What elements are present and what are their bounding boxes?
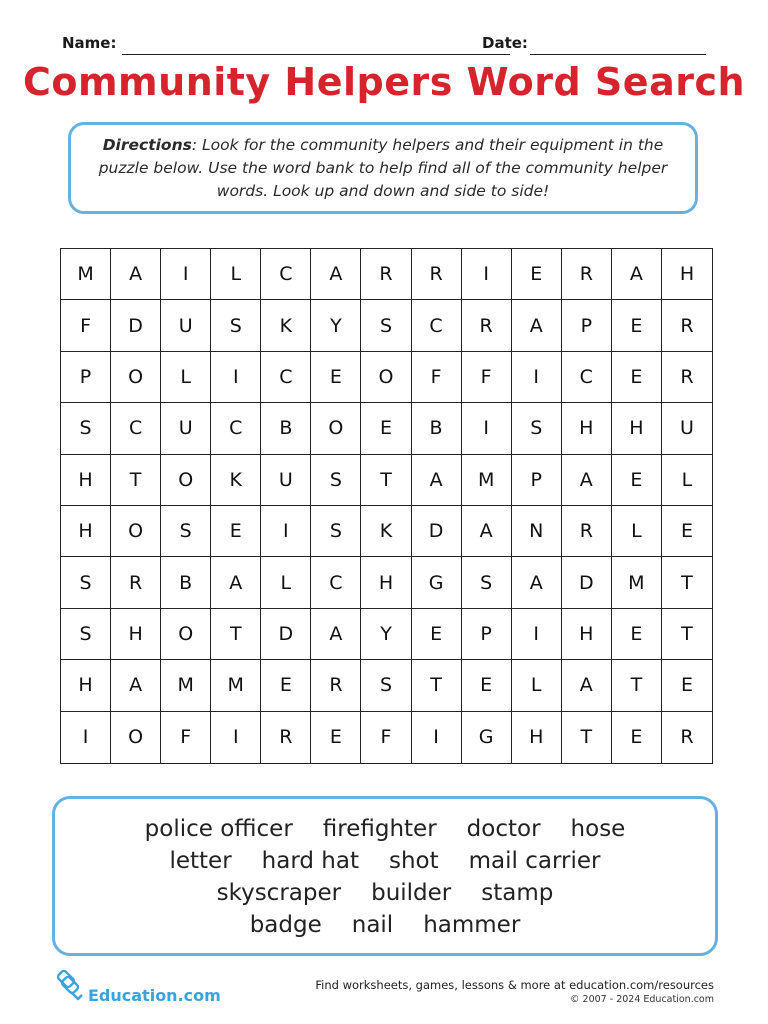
grid-cell: F — [161, 712, 211, 763]
grid-cell: R — [361, 249, 411, 300]
grid-cell: P — [512, 455, 562, 506]
grid-cell: O — [111, 352, 161, 403]
grid-cell: C — [111, 403, 161, 454]
grid-cell: F — [61, 300, 111, 351]
grid-cell: M — [61, 249, 111, 300]
grid-cell: N — [512, 506, 562, 557]
grid-cell: E — [311, 712, 361, 763]
grid-cell: R — [662, 300, 712, 351]
grid-cell: H — [61, 455, 111, 506]
grid-cell: I — [261, 506, 311, 557]
grid-cell: A — [462, 506, 512, 557]
grid-cell: S — [61, 557, 111, 608]
footer-copyright: © 2007 - 2024 Education.com — [570, 994, 714, 1005]
grid-cell: C — [412, 300, 462, 351]
grid-cell: P — [562, 300, 612, 351]
grid-cell: R — [311, 660, 361, 711]
grid-cell: B — [412, 403, 462, 454]
grid-cell: E — [412, 609, 462, 660]
grid-cell: L — [261, 557, 311, 608]
grid-cell: B — [261, 403, 311, 454]
grid-cell: S — [61, 403, 111, 454]
word-search-grid — [60, 248, 713, 764]
grid-cell: C — [311, 557, 361, 608]
grid-cell: L — [211, 249, 261, 300]
word-bank-word: stamp — [481, 880, 554, 906]
grid-cell: G — [412, 557, 462, 608]
grid-cell: U — [161, 300, 211, 351]
grid-cell: M — [161, 660, 211, 711]
grid-cell: H — [612, 403, 662, 454]
grid-cell: T — [662, 609, 712, 660]
word-bank-word: badge — [249, 912, 322, 938]
word-bank-line — [55, 877, 715, 909]
grid-cell: E — [612, 609, 662, 660]
grid-cell: R — [111, 557, 161, 608]
grid-cell: I — [462, 249, 512, 300]
grid-cell: I — [512, 352, 562, 403]
grid-cell: R — [412, 249, 462, 300]
grid-cell: P — [61, 352, 111, 403]
grid-cell: H — [61, 506, 111, 557]
grid-cell: S — [161, 506, 211, 557]
grid-cell: A — [512, 557, 562, 608]
footer-tagline: Find worksheets, games, lessons & more at education.com/resources — [315, 978, 714, 992]
grid-cell: L — [161, 352, 211, 403]
grid-cell: S — [462, 557, 512, 608]
grid-cell: E — [462, 660, 512, 711]
grid-cell: R — [562, 506, 612, 557]
grid-cell: E — [662, 660, 712, 711]
logo-text: Education.com — [88, 986, 221, 1005]
grid-cell: U — [261, 455, 311, 506]
grid-cell: T — [562, 712, 612, 763]
grid-cell: L — [512, 660, 562, 711]
grid-cell: E — [612, 455, 662, 506]
grid-cell: O — [361, 352, 411, 403]
grid-cell: T — [612, 660, 662, 711]
name-label: Name: — [62, 34, 117, 52]
grid-cell: I — [211, 352, 261, 403]
page-title: Community Helpers Word Search — [22, 60, 746, 104]
grid-cell: D — [261, 609, 311, 660]
grid-cell: S — [211, 300, 261, 351]
grid-cell: A — [111, 249, 161, 300]
grid-cell: I — [412, 712, 462, 763]
word-bank-word: hose — [570, 816, 626, 842]
grid-cell: Y — [311, 300, 361, 351]
word-bank-line — [55, 909, 715, 941]
grid-cell: H — [562, 403, 612, 454]
grid-cell: B — [161, 557, 211, 608]
grid-cell: T — [111, 455, 161, 506]
word-bank-line — [55, 845, 715, 877]
grid-cell: R — [261, 712, 311, 763]
grid-cell: A — [311, 609, 361, 660]
grid-cell: U — [161, 403, 211, 454]
grid-cell: S — [361, 300, 411, 351]
word-bank-word: police officer — [144, 816, 293, 842]
directions-text: : Look for the community helpers and their equipment in the puzzle below. Use the word bank to help find all of the community helper words. Look up and down and side to side! — [98, 136, 668, 200]
grid-cell: K — [211, 455, 261, 506]
grid-cell: O — [311, 403, 361, 454]
grid-cell: M — [612, 557, 662, 608]
grid-cell: I — [161, 249, 211, 300]
grid-cell: C — [211, 403, 261, 454]
grid-cell: C — [562, 352, 612, 403]
grid-cell: E — [512, 249, 562, 300]
word-bank-word: skyscraper — [216, 880, 342, 906]
grid-cell: A — [412, 455, 462, 506]
education-logo — [52, 968, 222, 1012]
grid-cell: H — [61, 660, 111, 711]
grid-cell: E — [612, 712, 662, 763]
grid-cell: E — [261, 660, 311, 711]
grid-cell: A — [612, 249, 662, 300]
word-bank-word: letter — [169, 848, 232, 874]
grid-cell: T — [662, 557, 712, 608]
grid-cell: A — [562, 660, 612, 711]
word-bank-word: firefighter — [322, 816, 437, 842]
grid-cell: E — [612, 300, 662, 351]
grid-cell: G — [462, 712, 512, 763]
pencil-logo-icon — [52, 968, 86, 1002]
grid-cell: S — [512, 403, 562, 454]
grid-cell: R — [680, 726, 694, 749]
grid-cell: H — [512, 712, 562, 763]
grid-cell: S — [311, 506, 361, 557]
word-bank-word: doctor — [466, 816, 541, 842]
grid-cell: A — [311, 249, 361, 300]
grid-cell: R — [662, 352, 712, 403]
grid-cell: C — [261, 352, 311, 403]
grid-cell: F — [462, 352, 512, 403]
date-line — [530, 54, 706, 55]
grid-cell: E — [311, 352, 361, 403]
grid-cell: P — [462, 609, 512, 660]
grid-cell: D — [412, 506, 462, 557]
name-date-header — [62, 34, 712, 56]
grid-cell: D — [111, 300, 161, 351]
grid-cell: S — [61, 609, 111, 660]
directions-box — [68, 122, 698, 214]
grid-cell: I — [512, 609, 562, 660]
grid-cell: K — [361, 506, 411, 557]
grid-cell: H — [361, 557, 411, 608]
grid-cell: T — [412, 660, 462, 711]
grid-cell: S — [361, 660, 411, 711]
grid-cell: H — [562, 609, 612, 660]
name-line — [122, 54, 510, 55]
grid-cell: I — [211, 712, 261, 763]
word-bank-word: hammer — [423, 912, 521, 938]
grid-cell: O — [111, 506, 161, 557]
grid-cell: I — [61, 712, 111, 763]
grid-cell: D — [562, 557, 612, 608]
grid-cell: M — [462, 455, 512, 506]
grid-cell: R — [562, 249, 612, 300]
grid-cell: F — [412, 352, 462, 403]
grid-cell: E — [612, 352, 662, 403]
word-bank-word: nail — [351, 912, 394, 938]
grid-cell: Y — [361, 609, 411, 660]
grid-cell: A — [211, 557, 261, 608]
word-bank-word: shot — [389, 848, 439, 874]
grid-cell: A — [111, 660, 161, 711]
grid-cell: E — [211, 506, 261, 557]
word-bank-word: hard hat — [261, 848, 359, 874]
grid-cell: U — [662, 403, 712, 454]
grid-cell: T — [211, 609, 261, 660]
grid-cell: H — [662, 249, 712, 300]
grid-cell: O — [161, 455, 211, 506]
grid-cell: E — [662, 506, 712, 557]
grid-cell: S — [311, 455, 361, 506]
grid-cell: C — [261, 249, 311, 300]
grid-cell: F — [361, 712, 411, 763]
grid-cell: I — [462, 403, 512, 454]
date-label: Date: — [482, 34, 528, 52]
word-bank-word: mail carrier — [468, 848, 601, 874]
footer — [315, 978, 714, 1005]
grid-cell: K — [261, 300, 311, 351]
grid-cell: R — [462, 300, 512, 351]
grid-cell: O — [161, 609, 211, 660]
word-bank — [52, 796, 718, 956]
grid-cell: A — [562, 455, 612, 506]
grid-cell: E — [361, 403, 411, 454]
grid-cell: M — [211, 660, 261, 711]
grid-cell: L — [662, 455, 712, 506]
word-bank-line — [55, 813, 715, 845]
grid-cell: O — [111, 712, 161, 763]
grid-cell: H — [111, 609, 161, 660]
word-bank-word: builder — [371, 880, 452, 906]
grid-cell: L — [612, 506, 662, 557]
grid-cell: T — [361, 455, 411, 506]
grid-cell: A — [512, 300, 562, 351]
directions-label: Directions — [102, 136, 192, 154]
